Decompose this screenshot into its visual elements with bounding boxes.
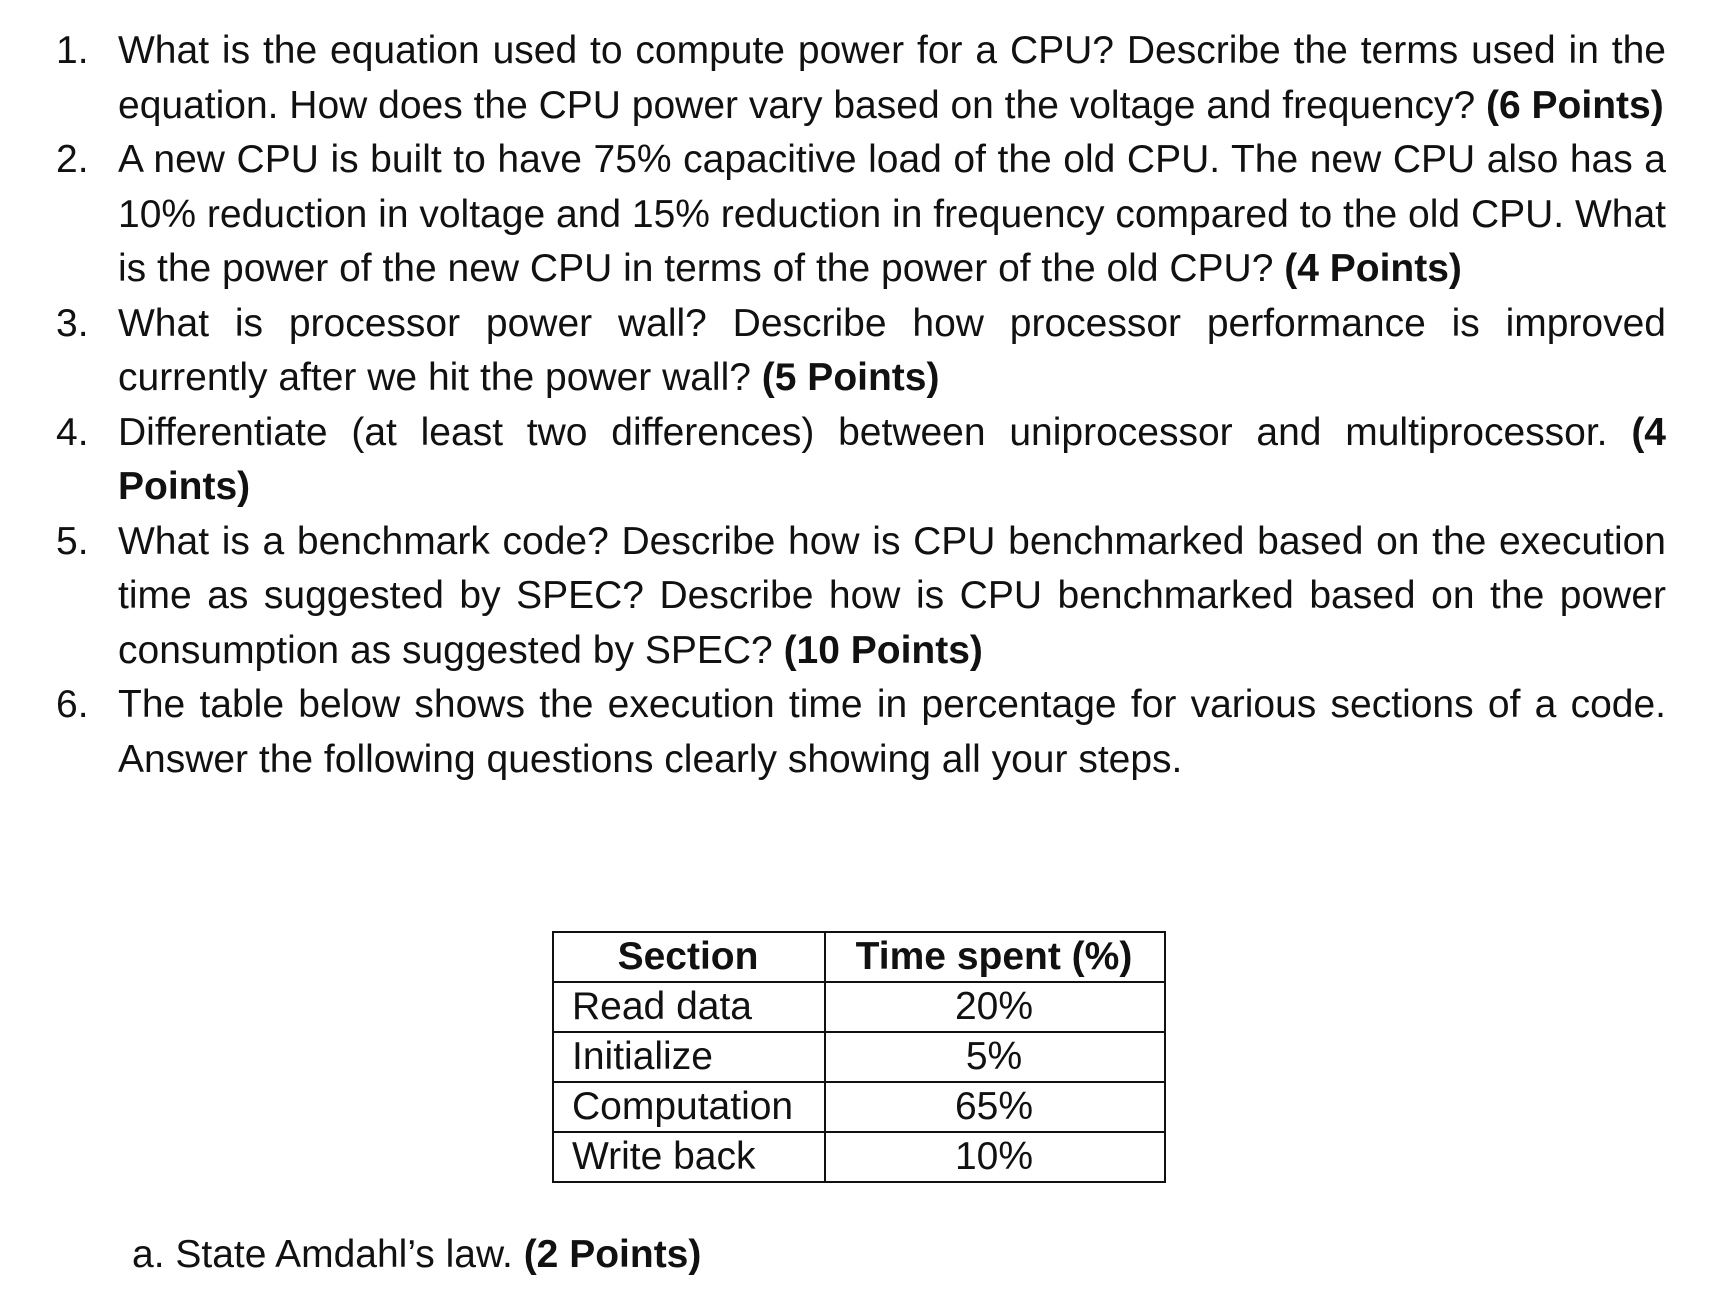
question-list [56,24,1666,787]
table-row [553,1032,1165,1082]
question-6 [56,678,1666,787]
time-spent-cell: 5% [825,1032,1165,1082]
header-section: Section [553,932,825,982]
question-points: (6 Points) [1486,83,1664,127]
question-number: 3. [56,301,89,345]
question-3 [56,297,1666,406]
time-spent-table-wrapper [552,931,1166,1183]
question-text: A new CPU is built to have 75% capacitive load of the old CPU. The new CPU also has a 10% reduction in voltage and 15% reduction in frequency compared to the old CPU. What is the power of the new CPU in terms of the power of the old CPU? [118,138,1666,290]
table-header-row [553,932,1165,982]
question-number: 6. [56,683,89,726]
table-row [553,982,1165,1032]
question-points: (4 Points) [118,410,1666,508]
time-spent-table [552,931,1166,1183]
question-text: What is processor power wall? Describe how processor performance is improved currently after we hit the power wall? [118,301,1666,399]
question-number: 2. [56,138,89,181]
sub-question-points: (2 Points) [523,1233,702,1276]
question-text: The table below shows the execution time in percentage for various sections of a code. Answer the following questions clearly showing all your steps. [118,683,1666,781]
time-spent-cell: 20% [825,982,1165,1032]
question-5 [56,515,1666,679]
question-number: 4. [56,410,89,454]
question-text: Differentiate (at least two differences) between uniprocessor and multiprocessor. [118,410,1632,454]
section-cell: Read data [553,982,825,1032]
section-cell: Computation [553,1082,825,1132]
question-text: What is a benchmark code? Describe how is CPU benchmarked based on the execution time as suggested by SPEC? Describe how is CPU benchmarked based on the power consumption as suggested by SPEC? [118,519,1666,672]
question-1 [56,24,1666,133]
question-points: (4 Points) [1284,247,1462,290]
question-number: 1. [56,29,89,72]
table-row [553,1082,1165,1132]
sub-question-a [132,1228,701,1282]
question-4 [56,406,1666,515]
question-2 [56,133,1666,297]
time-spent-cell: 10% [825,1132,1165,1182]
question-points: (5 Points) [761,356,940,399]
header-time-spent: Time spent (%) [825,932,1165,982]
question-text: What is the equation used to compute power for a CPU? Describe the terms used in the equation. How does the CPU power vary based on the voltage and frequency? [118,29,1666,127]
sub-question-text: a. State Amdahl’s law. [132,1233,524,1276]
time-spent-cell: 65% [825,1082,1165,1132]
section-cell: Write back [553,1132,825,1182]
table-row [553,1132,1165,1182]
question-points: (10 Points) [783,628,983,672]
question-number: 5. [56,519,89,563]
section-cell: Initialize [553,1032,825,1082]
